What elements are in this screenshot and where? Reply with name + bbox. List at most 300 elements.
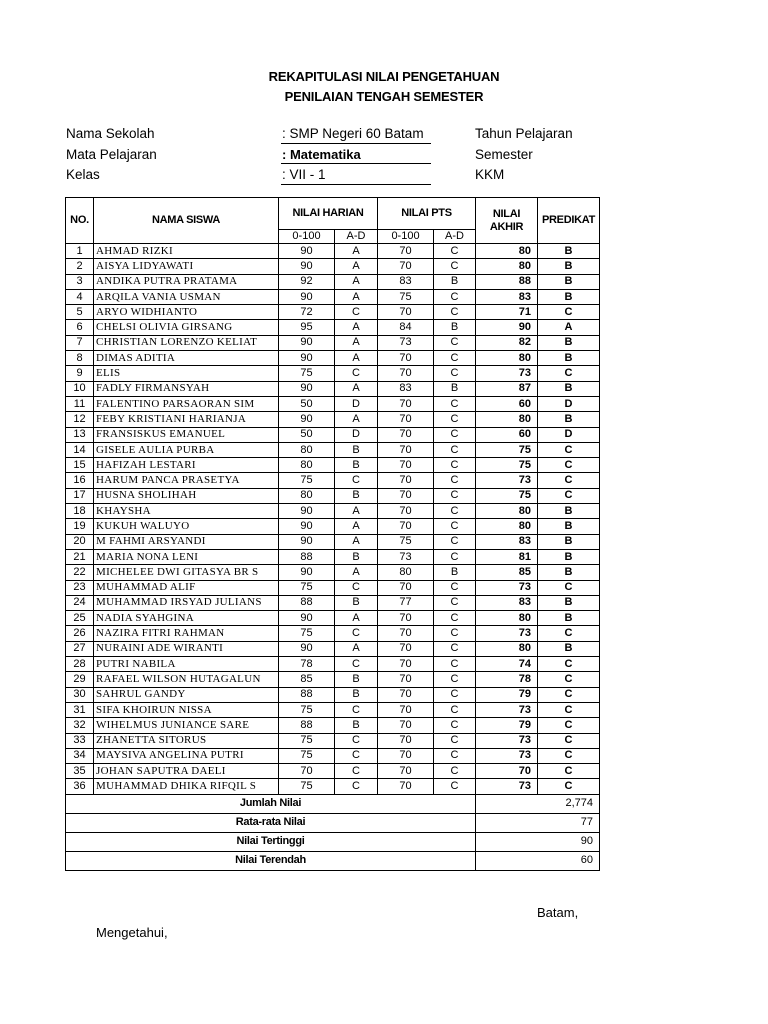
student-no: 5 — [66, 305, 94, 320]
daily-grade: B — [335, 595, 378, 610]
table-row — [66, 549, 600, 564]
table-row — [66, 488, 600, 503]
pts-score: 70 — [378, 748, 434, 763]
table-row — [66, 473, 600, 488]
predicate: C — [538, 458, 600, 473]
pts-score: 70 — [378, 626, 434, 641]
class-label: Kelas — [66, 167, 100, 182]
predicate: C — [538, 672, 600, 687]
year-label: Tahun Pelajaran — [475, 126, 573, 141]
predicate: B — [538, 244, 600, 259]
predicate: C — [538, 657, 600, 672]
table-row — [66, 244, 600, 259]
summary-row — [66, 813, 600, 832]
student-name: MUHAMMAD IRSYAD JULIANS — [94, 595, 279, 610]
final-score: 81 — [476, 549, 538, 564]
daily-grade: B — [335, 672, 378, 687]
final-score: 83 — [476, 289, 538, 304]
student-name: MAYSIVA ANGELINA PUTRI — [94, 748, 279, 763]
table-row — [66, 626, 600, 641]
daily-grade: C — [335, 702, 378, 717]
daily-grade: A — [335, 351, 378, 366]
final-score: 71 — [476, 305, 538, 320]
daily-score: 90 — [279, 519, 335, 534]
table-row — [66, 351, 600, 366]
student-name: FEBY KRISTIANI HARIANJA — [94, 412, 279, 427]
table-row — [66, 519, 600, 534]
daily-grade: A — [335, 611, 378, 626]
student-name: WIHELMUS JUNIANCE SARE — [94, 718, 279, 733]
predicate: C — [538, 748, 600, 763]
predicate: B — [538, 534, 600, 549]
pts-grade: C — [434, 351, 476, 366]
daily-score: 90 — [279, 611, 335, 626]
daily-score: 88 — [279, 687, 335, 702]
student-no: 33 — [66, 733, 94, 748]
daily-score: 88 — [279, 718, 335, 733]
daily-score: 80 — [279, 488, 335, 503]
pts-score: 84 — [378, 320, 434, 335]
pts-score: 70 — [378, 412, 434, 427]
final-score: 73 — [476, 626, 538, 641]
final-score: 80 — [476, 641, 538, 656]
student-no: 9 — [66, 366, 94, 381]
pts-grade: B — [434, 381, 476, 396]
daily-grade: C — [335, 733, 378, 748]
pts-grade: C — [434, 244, 476, 259]
daily-grade: C — [335, 779, 378, 794]
pts-grade: C — [434, 259, 476, 274]
pts-score: 70 — [378, 473, 434, 488]
subject-underline — [281, 163, 431, 164]
student-name: HUSNA SHOLIHAH — [94, 488, 279, 503]
table-row — [66, 534, 600, 549]
pts-grade: C — [434, 718, 476, 733]
table-row — [66, 458, 600, 473]
pts-grade: C — [434, 335, 476, 350]
school-label: Nama Sekolah — [66, 126, 155, 141]
summary-value: 60 — [476, 851, 600, 870]
table-row — [66, 611, 600, 626]
final-score: 82 — [476, 335, 538, 350]
summary-row — [66, 851, 600, 870]
final-score: 73 — [476, 779, 538, 794]
subject-value: : Matematika — [282, 147, 361, 162]
student-no: 28 — [66, 657, 94, 672]
daily-grade: B — [335, 718, 378, 733]
header-final-line1: NILAI — [492, 207, 521, 220]
daily-grade: A — [335, 259, 378, 274]
predicate: C — [538, 764, 600, 779]
summary-label: Nilai Tertinggi — [66, 832, 476, 851]
daily-grade: A — [335, 320, 378, 335]
student-no: 23 — [66, 580, 94, 595]
daily-grade: B — [335, 488, 378, 503]
student-name: HARUM PANCA PRASETYA — [94, 473, 279, 488]
pts-score: 70 — [378, 305, 434, 320]
pts-grade: B — [434, 320, 476, 335]
header-final — [476, 198, 538, 244]
subject-label: Mata Pelajaran — [66, 147, 157, 162]
daily-score: 75 — [279, 473, 335, 488]
student-name: SIFA KHOIRUN NISSA — [94, 702, 279, 717]
final-score: 88 — [476, 274, 538, 289]
pts-score: 70 — [378, 351, 434, 366]
pts-grade: C — [434, 779, 476, 794]
daily-score: 75 — [279, 580, 335, 595]
daily-grade: C — [335, 473, 378, 488]
pts-score: 70 — [378, 504, 434, 519]
student-name: GISELE AULIA PURBA — [94, 442, 279, 457]
predicate: C — [538, 580, 600, 595]
student-name: ANDIKA PUTRA PRATAMA — [94, 274, 279, 289]
pts-grade: C — [434, 611, 476, 626]
student-name: CHRISTIAN LORENZO KELIAT — [94, 335, 279, 350]
student-no: 12 — [66, 412, 94, 427]
daily-score: 50 — [279, 427, 335, 442]
student-name: MARIA NONA LENI — [94, 549, 279, 564]
final-score: 78 — [476, 672, 538, 687]
place-text: Batam, — [537, 905, 579, 920]
daily-grade: A — [335, 641, 378, 656]
pts-grade: C — [434, 412, 476, 427]
table-row — [66, 442, 600, 457]
daily-grade: C — [335, 657, 378, 672]
student-no: 3 — [66, 274, 94, 289]
student-no: 20 — [66, 534, 94, 549]
pts-score: 70 — [378, 657, 434, 672]
daily-grade: A — [335, 519, 378, 534]
table-row — [66, 779, 600, 794]
pts-score: 83 — [378, 274, 434, 289]
daily-score: 50 — [279, 396, 335, 411]
daily-score: 80 — [279, 458, 335, 473]
predicate: C — [538, 305, 600, 320]
pts-grade: C — [434, 595, 476, 610]
pts-grade: C — [434, 289, 476, 304]
student-name: JOHAN SAPUTRA DAELI — [94, 764, 279, 779]
predicate: C — [538, 442, 600, 457]
summary-value: 90 — [476, 832, 600, 851]
pts-grade: C — [434, 473, 476, 488]
pts-score: 70 — [378, 366, 434, 381]
table-row — [66, 366, 600, 381]
pts-grade: C — [434, 504, 476, 519]
daily-score: 90 — [279, 381, 335, 396]
student-no: 6 — [66, 320, 94, 335]
school-underline — [281, 143, 431, 144]
daily-score: 75 — [279, 779, 335, 794]
pts-score: 70 — [378, 779, 434, 794]
student-name: ZHANETTA SITORUS — [94, 733, 279, 748]
pts-score: 73 — [378, 335, 434, 350]
acknowledged-text: Mengetahui, — [96, 925, 168, 940]
student-name: DIMAS ADITIA — [94, 351, 279, 366]
pts-grade: C — [434, 626, 476, 641]
student-name: NAZIRA FITRI RAHMAN — [94, 626, 279, 641]
daily-grade: C — [335, 305, 378, 320]
daily-score: 75 — [279, 626, 335, 641]
student-no: 15 — [66, 458, 94, 473]
final-score: 80 — [476, 351, 538, 366]
daily-score: 90 — [279, 412, 335, 427]
table-row — [66, 274, 600, 289]
student-name: MICHELEE DWI GITASYA BR S — [94, 565, 279, 580]
final-score: 87 — [476, 381, 538, 396]
pts-score: 70 — [378, 611, 434, 626]
predicate: A — [538, 320, 600, 335]
pts-grade: C — [434, 442, 476, 457]
final-score: 80 — [476, 412, 538, 427]
daily-score: 90 — [279, 335, 335, 350]
pts-score: 70 — [378, 641, 434, 656]
student-no: 32 — [66, 718, 94, 733]
pts-grade: C — [434, 687, 476, 702]
student-no: 22 — [66, 565, 94, 580]
student-no: 11 — [66, 396, 94, 411]
final-score: 73 — [476, 366, 538, 381]
predicate: C — [538, 718, 600, 733]
student-name: ARYO WIDHIANTO — [94, 305, 279, 320]
predicate: B — [538, 519, 600, 534]
daily-grade: C — [335, 764, 378, 779]
student-no: 27 — [66, 641, 94, 656]
pts-grade: C — [434, 549, 476, 564]
daily-score: 90 — [279, 534, 335, 549]
student-name: SAHRUL GANDY — [94, 687, 279, 702]
pts-grade: C — [434, 733, 476, 748]
daily-grade: D — [335, 396, 378, 411]
daily-score: 90 — [279, 351, 335, 366]
pts-score: 73 — [378, 549, 434, 564]
header-pts-grade: A-D — [434, 230, 476, 244]
summary-label: Jumlah Nilai — [66, 794, 476, 813]
summary-value: 77 — [476, 813, 600, 832]
pts-grade: C — [434, 657, 476, 672]
final-score: 73 — [476, 748, 538, 763]
daily-score: 78 — [279, 657, 335, 672]
daily-score: 75 — [279, 366, 335, 381]
table-row — [66, 427, 600, 442]
student-no: 35 — [66, 764, 94, 779]
table-row — [66, 641, 600, 656]
daily-score: 92 — [279, 274, 335, 289]
student-name: RAFAEL WILSON HUTAGALUN — [94, 672, 279, 687]
daily-score: 90 — [279, 289, 335, 304]
summary-row — [66, 832, 600, 851]
daily-grade: A — [335, 244, 378, 259]
header-no: NO. — [66, 198, 94, 244]
predicate: B — [538, 381, 600, 396]
final-score: 80 — [476, 611, 538, 626]
daily-score: 72 — [279, 305, 335, 320]
pts-grade: C — [434, 427, 476, 442]
daily-score: 85 — [279, 672, 335, 687]
table-row — [66, 504, 600, 519]
daily-grade: A — [335, 412, 378, 427]
student-name: ARQILA VANIA USMAN — [94, 289, 279, 304]
daily-grade: B — [335, 458, 378, 473]
pts-score: 70 — [378, 488, 434, 503]
student-no: 24 — [66, 595, 94, 610]
table-row — [66, 672, 600, 687]
class-underline — [281, 184, 431, 185]
student-name: MUHAMMAD DHIKA RIFQIL S — [94, 779, 279, 794]
pts-grade: C — [434, 519, 476, 534]
predicate: B — [538, 259, 600, 274]
final-score: 85 — [476, 565, 538, 580]
final-score: 83 — [476, 534, 538, 549]
final-score: 75 — [476, 442, 538, 457]
predicate: C — [538, 366, 600, 381]
pts-grade: C — [434, 748, 476, 763]
table-row — [66, 381, 600, 396]
summary-label: Rata-rata Nilai — [66, 813, 476, 832]
daily-score: 80 — [279, 442, 335, 457]
table-row — [66, 320, 600, 335]
daily-grade: A — [335, 381, 378, 396]
table-row — [66, 687, 600, 702]
daily-score: 70 — [279, 764, 335, 779]
report-subtitle: PENILAIAN TENGAH SEMESTER — [284, 89, 484, 104]
predicate: B — [538, 504, 600, 519]
student-no: 29 — [66, 672, 94, 687]
student-no: 7 — [66, 335, 94, 350]
final-score: 74 — [476, 657, 538, 672]
predicate: C — [538, 702, 600, 717]
header-daily: NILAI HARIAN — [279, 198, 378, 230]
final-score: 79 — [476, 718, 538, 733]
predicate: B — [538, 611, 600, 626]
summary-value: 2,774 — [476, 794, 600, 813]
daily-grade: A — [335, 534, 378, 549]
table-row — [66, 412, 600, 427]
pts-grade: C — [434, 672, 476, 687]
daily-score: 90 — [279, 244, 335, 259]
final-score: 70 — [476, 764, 538, 779]
table-row — [66, 595, 600, 610]
student-name: PUTRI NABILA — [94, 657, 279, 672]
header-pts-range: 0-100 — [378, 230, 434, 244]
student-name: NURAINI ADE WIRANTI — [94, 641, 279, 656]
kkm-label: KKM — [475, 167, 505, 182]
pts-score: 75 — [378, 289, 434, 304]
pts-grade: C — [434, 580, 476, 595]
header-daily-range: 0-100 — [279, 230, 335, 244]
semester-label: Semester — [475, 147, 533, 162]
student-no: 36 — [66, 779, 94, 794]
final-score: 80 — [476, 519, 538, 534]
predicate: C — [538, 733, 600, 748]
daily-score: 75 — [279, 748, 335, 763]
student-no: 30 — [66, 687, 94, 702]
student-name: FALENTINO PARSAORAN SIM — [94, 396, 279, 411]
student-no: 25 — [66, 611, 94, 626]
class-value: : VII - 1 — [282, 167, 326, 182]
student-no: 4 — [66, 289, 94, 304]
pts-score: 70 — [378, 733, 434, 748]
student-no: 16 — [66, 473, 94, 488]
final-score: 80 — [476, 504, 538, 519]
student-name: M FAHMI ARSYANDI — [94, 534, 279, 549]
pts-score: 70 — [378, 687, 434, 702]
daily-grade: B — [335, 549, 378, 564]
daily-score: 88 — [279, 595, 335, 610]
student-no: 18 — [66, 504, 94, 519]
daily-score: 75 — [279, 702, 335, 717]
table-row — [66, 259, 600, 274]
table-row — [66, 718, 600, 733]
daily-score: 90 — [279, 641, 335, 656]
header-predicate: PREDIKAT — [538, 198, 600, 244]
daily-grade: B — [335, 687, 378, 702]
predicate: B — [538, 289, 600, 304]
predicate: C — [538, 626, 600, 641]
pts-score: 70 — [378, 764, 434, 779]
pts-score: 70 — [378, 718, 434, 733]
final-score: 73 — [476, 580, 538, 595]
final-score: 73 — [476, 473, 538, 488]
pts-score: 70 — [378, 702, 434, 717]
predicate: B — [538, 565, 600, 580]
daily-score: 88 — [279, 549, 335, 564]
pts-score: 70 — [378, 442, 434, 457]
student-name: NADIA SYAHGINA — [94, 611, 279, 626]
final-score: 73 — [476, 702, 538, 717]
predicate: B — [538, 412, 600, 427]
final-score: 75 — [476, 458, 538, 473]
daily-grade: A — [335, 274, 378, 289]
student-no: 31 — [66, 702, 94, 717]
table-row — [66, 748, 600, 763]
daily-grade: A — [335, 289, 378, 304]
daily-grade: B — [335, 442, 378, 457]
final-score: 79 — [476, 687, 538, 702]
header-daily-grade: A-D — [335, 230, 378, 244]
daily-grade: A — [335, 504, 378, 519]
table-row — [66, 580, 600, 595]
predicate: C — [538, 687, 600, 702]
pts-grade: C — [434, 641, 476, 656]
student-name: AISYA LIDYAWATI — [94, 259, 279, 274]
student-no: 21 — [66, 549, 94, 564]
student-no: 1 — [66, 244, 94, 259]
predicate: B — [538, 335, 600, 350]
student-name: KUKUH WALUYO — [94, 519, 279, 534]
student-name: AHMAD RIZKI — [94, 244, 279, 259]
table-row — [66, 335, 600, 350]
student-name: KHAYSHA — [94, 504, 279, 519]
table-row — [66, 305, 600, 320]
predicate: B — [538, 595, 600, 610]
pts-score: 80 — [378, 565, 434, 580]
student-no: 14 — [66, 442, 94, 457]
school-value: : SMP Negeri 60 Batam — [282, 126, 424, 141]
table-row — [66, 565, 600, 580]
final-score: 80 — [476, 259, 538, 274]
pts-score: 75 — [378, 534, 434, 549]
final-score: 60 — [476, 396, 538, 411]
student-name: FADLY FIRMANSYAH — [94, 381, 279, 396]
pts-score: 77 — [378, 595, 434, 610]
student-no: 13 — [66, 427, 94, 442]
student-no: 8 — [66, 351, 94, 366]
report-title: REKAPITULASI NILAI PENGETAHUAN — [268, 69, 500, 84]
table-row — [66, 657, 600, 672]
pts-grade: C — [434, 488, 476, 503]
final-score: 60 — [476, 427, 538, 442]
summary-row — [66, 794, 600, 813]
